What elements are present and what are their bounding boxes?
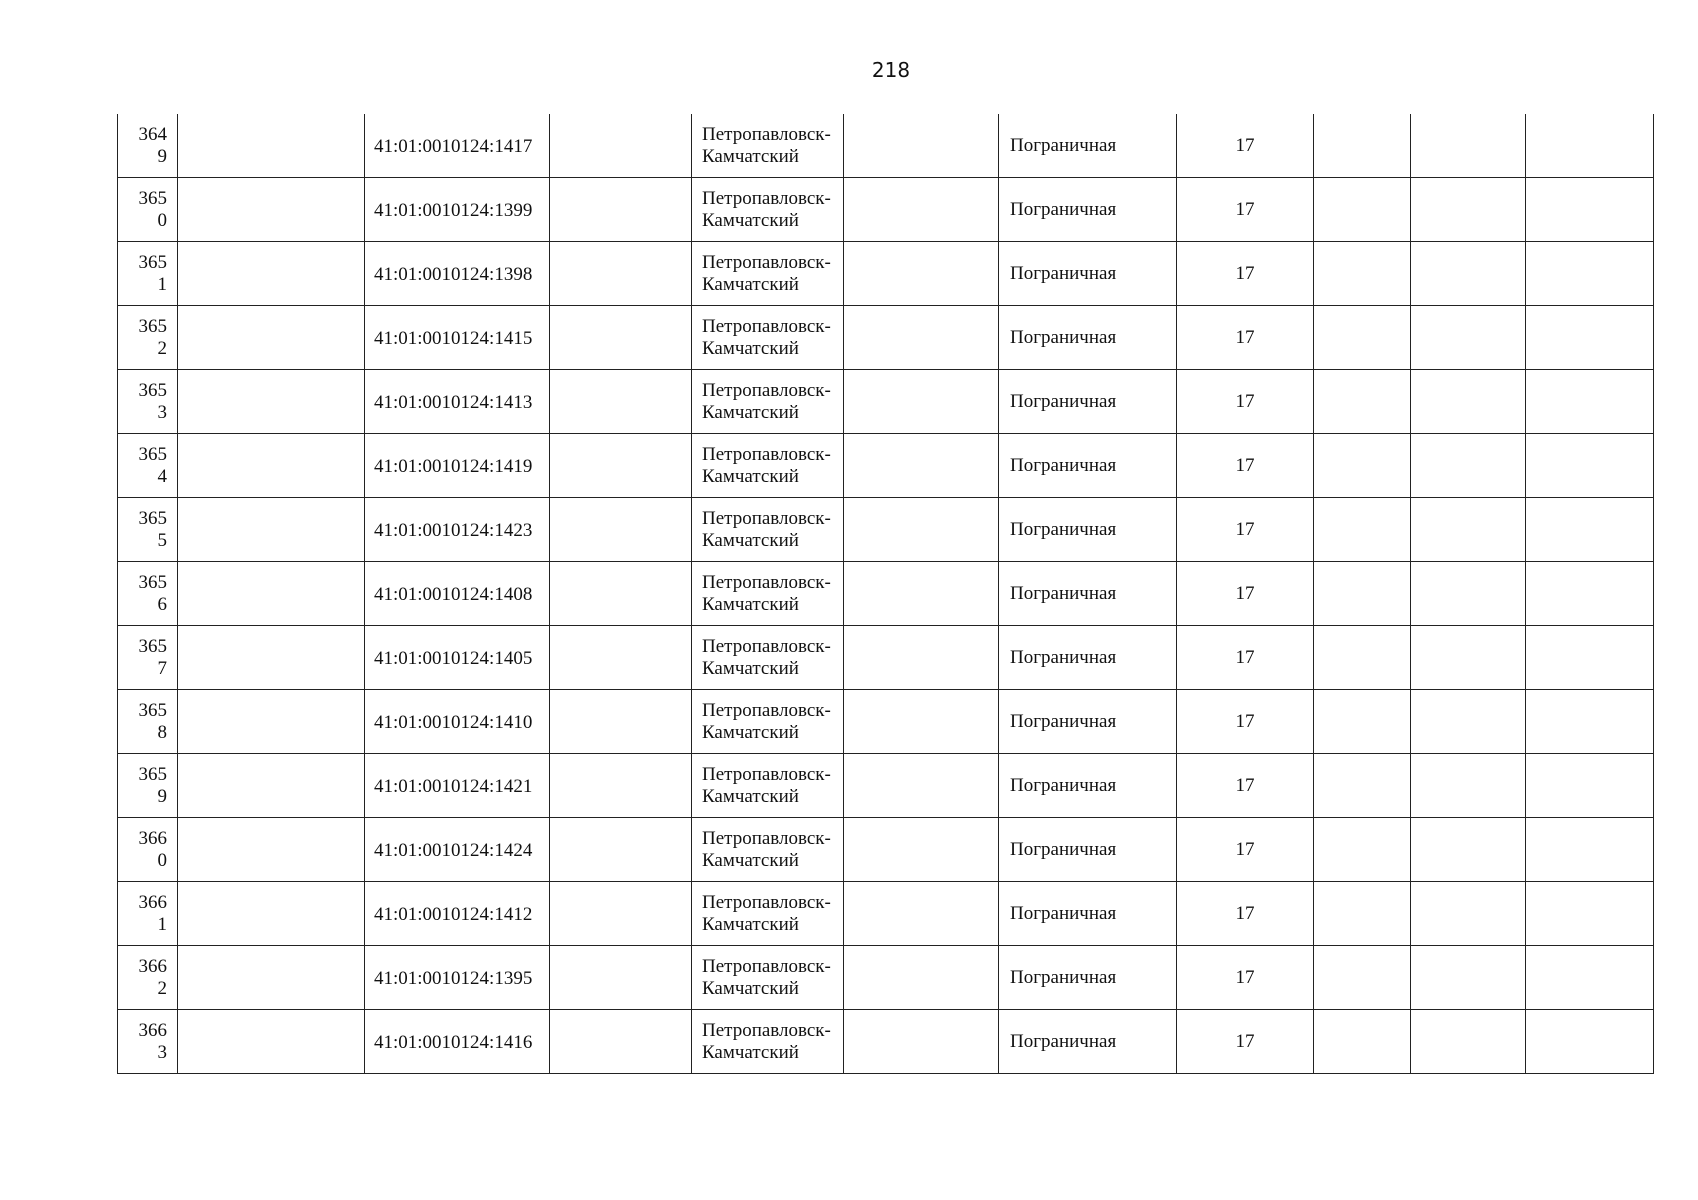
street-name: Пограничная: [1010, 198, 1117, 220]
empty-cell: [844, 690, 999, 754]
empty-cell: [178, 498, 365, 562]
street-cell: [999, 242, 1177, 306]
cadastral-number: 41:01:0010124:1399: [374, 199, 533, 221]
street-name: Пограничная: [1010, 390, 1117, 412]
street-cell: [999, 434, 1177, 498]
empty-cell: [1314, 626, 1411, 690]
cadastral-number-cell: [365, 306, 550, 370]
house-number: 17: [1235, 134, 1255, 156]
empty-cell: [1314, 1010, 1411, 1074]
empty-cell: [1411, 370, 1526, 434]
empty-cell: [1526, 754, 1654, 818]
empty-cell: [1411, 882, 1526, 946]
empty-cell: [1314, 946, 1411, 1010]
cadastral-number-cell: [365, 434, 550, 498]
row-number-cell: [118, 946, 178, 1010]
street-cell: [999, 882, 1177, 946]
city-name: Петропавловск-Камчатский: [702, 315, 831, 359]
empty-cell: [550, 242, 692, 306]
cadastral-number-cell: [365, 178, 550, 242]
row-number-cell: [118, 1010, 178, 1074]
empty-cell: [178, 434, 365, 498]
empty-cell: [178, 818, 365, 882]
empty-cell: [1526, 946, 1654, 1010]
table-row: [118, 434, 1654, 498]
street-cell: [999, 754, 1177, 818]
house-cell: [1177, 306, 1314, 370]
empty-cell: [1526, 882, 1654, 946]
empty-cell: [1314, 306, 1411, 370]
row-number: 3651: [138, 251, 167, 295]
empty-cell: [844, 306, 999, 370]
empty-cell: [1526, 306, 1654, 370]
empty-cell: [844, 498, 999, 562]
street-cell: [999, 562, 1177, 626]
street-name: Пограничная: [1010, 454, 1117, 476]
house-number: 17: [1235, 262, 1255, 284]
house-number: 17: [1235, 710, 1255, 732]
cadastral-number: 41:01:0010124:1417: [374, 135, 533, 157]
row-number: 3654: [138, 443, 167, 487]
registry-table: [117, 114, 1654, 1074]
street-name: Пограничная: [1010, 774, 1117, 796]
empty-cell: [1314, 754, 1411, 818]
empty-cell: [550, 562, 692, 626]
row-number: 3656: [138, 571, 167, 615]
city-name: Петропавловск-Камчатский: [702, 123, 831, 167]
empty-cell: [550, 434, 692, 498]
table-row: [118, 754, 1654, 818]
street-name: Пограничная: [1010, 582, 1117, 604]
cadastral-number-cell: [365, 1010, 550, 1074]
row-number: 3652: [138, 315, 167, 359]
empty-cell: [1314, 434, 1411, 498]
empty-cell: [1314, 690, 1411, 754]
city-cell: [692, 178, 844, 242]
house-number: 17: [1235, 902, 1255, 924]
empty-cell: [550, 882, 692, 946]
city-name: Петропавловск-Камчатский: [702, 827, 831, 871]
row-number: 3653: [138, 379, 167, 423]
street-name: Пограничная: [1010, 134, 1117, 156]
house-number: 17: [1235, 966, 1255, 988]
cadastral-number-cell: [365, 114, 550, 178]
city-cell: [692, 818, 844, 882]
cadastral-number: 41:01:0010124:1395: [374, 967, 533, 989]
empty-cell: [1411, 690, 1526, 754]
row-number-cell: [118, 242, 178, 306]
empty-cell: [178, 690, 365, 754]
empty-cell: [844, 434, 999, 498]
row-number-cell: [118, 306, 178, 370]
row-number: 3655: [138, 507, 167, 551]
house-number: 17: [1235, 838, 1255, 860]
city-name: Петропавловск-Камчатский: [702, 1019, 831, 1063]
table-row: [118, 498, 1654, 562]
row-number-cell: [118, 370, 178, 434]
empty-cell: [550, 626, 692, 690]
city-cell: [692, 1010, 844, 1074]
city-name: Петропавловск-Камчатский: [702, 443, 831, 487]
house-number: 17: [1235, 518, 1255, 540]
table-row: [118, 242, 1654, 306]
empty-cell: [1411, 1010, 1526, 1074]
street-cell: [999, 690, 1177, 754]
house-cell: [1177, 1010, 1314, 1074]
table-row: [118, 1010, 1654, 1074]
cadastral-number-cell: [365, 370, 550, 434]
empty-cell: [1411, 818, 1526, 882]
city-cell: [692, 370, 844, 434]
row-number: 3658: [138, 699, 167, 743]
cadastral-number: 41:01:0010124:1421: [374, 775, 533, 797]
city-name: Петропавловск-Камчатский: [702, 187, 831, 231]
house-number: 17: [1235, 774, 1255, 796]
city-cell: [692, 306, 844, 370]
house-number: 17: [1235, 198, 1255, 220]
street-cell: [999, 178, 1177, 242]
empty-cell: [178, 562, 365, 626]
empty-cell: [1314, 114, 1411, 178]
row-number: 3659: [138, 763, 167, 807]
street-name: Пограничная: [1010, 518, 1117, 540]
empty-cell: [1411, 114, 1526, 178]
table-row: [118, 882, 1654, 946]
city-cell: [692, 754, 844, 818]
house-cell: [1177, 370, 1314, 434]
empty-cell: [178, 626, 365, 690]
city-cell: [692, 562, 844, 626]
empty-cell: [178, 882, 365, 946]
house-cell: [1177, 562, 1314, 626]
empty-cell: [550, 818, 692, 882]
house-cell: [1177, 114, 1314, 178]
empty-cell: [178, 242, 365, 306]
empty-cell: [1411, 562, 1526, 626]
empty-cell: [844, 1010, 999, 1074]
empty-cell: [1526, 370, 1654, 434]
table-row: [118, 818, 1654, 882]
empty-cell: [1526, 114, 1654, 178]
city-name: Петропавловск-Камчатский: [702, 763, 831, 807]
house-cell: [1177, 434, 1314, 498]
empty-cell: [550, 754, 692, 818]
empty-cell: [178, 946, 365, 1010]
house-cell: [1177, 498, 1314, 562]
city-cell: [692, 498, 844, 562]
cadastral-number: 41:01:0010124:1412: [374, 903, 533, 925]
street-name: Пограничная: [1010, 646, 1117, 668]
cadastral-number: 41:01:0010124:1424: [374, 839, 533, 861]
house-cell: [1177, 818, 1314, 882]
street-cell: [999, 626, 1177, 690]
empty-cell: [1314, 242, 1411, 306]
street-name: Пограничная: [1010, 966, 1117, 988]
cadastral-number-cell: [365, 754, 550, 818]
empty-cell: [1411, 946, 1526, 1010]
empty-cell: [1411, 626, 1526, 690]
table-row: [118, 178, 1654, 242]
row-number-cell: [118, 626, 178, 690]
row-number-cell: [118, 498, 178, 562]
empty-cell: [1526, 626, 1654, 690]
empty-cell: [844, 754, 999, 818]
house-number: 17: [1235, 390, 1255, 412]
house-number: 17: [1235, 582, 1255, 604]
city-cell: [692, 434, 844, 498]
cadastral-number-cell: [365, 882, 550, 946]
row-number-cell: [118, 818, 178, 882]
cadastral-number-cell: [365, 946, 550, 1010]
city-cell: [692, 882, 844, 946]
row-number: 3663: [138, 1019, 167, 1063]
empty-cell: [178, 114, 365, 178]
empty-cell: [1526, 690, 1654, 754]
empty-cell: [1314, 498, 1411, 562]
table-row: [118, 626, 1654, 690]
house-cell: [1177, 946, 1314, 1010]
row-number: 3649: [138, 123, 167, 167]
cadastral-number: 41:01:0010124:1410: [374, 711, 533, 733]
cadastral-number: 41:01:0010124:1413: [374, 391, 533, 413]
table-row: [118, 114, 1654, 178]
city-name: Петропавловск-Камчатский: [702, 891, 831, 935]
house-cell: [1177, 754, 1314, 818]
page-number: 218: [871, 58, 911, 82]
street-name: Пограничная: [1010, 326, 1117, 348]
street-name: Пограничная: [1010, 262, 1117, 284]
empty-cell: [1526, 242, 1654, 306]
empty-cell: [844, 818, 999, 882]
empty-cell: [1411, 434, 1526, 498]
cadastral-number: 41:01:0010124:1419: [374, 455, 533, 477]
city-cell: [692, 242, 844, 306]
empty-cell: [1314, 882, 1411, 946]
empty-cell: [550, 114, 692, 178]
row-number-cell: [118, 562, 178, 626]
street-cell: [999, 498, 1177, 562]
city-cell: [692, 690, 844, 754]
empty-cell: [550, 370, 692, 434]
empty-cell: [550, 1010, 692, 1074]
empty-cell: [1314, 818, 1411, 882]
house-number: 17: [1235, 326, 1255, 348]
street-name: Пограничная: [1010, 1030, 1117, 1052]
row-number-cell: [118, 178, 178, 242]
empty-cell: [1314, 178, 1411, 242]
city-cell: [692, 114, 844, 178]
city-name: Петропавловск-Камчатский: [702, 571, 831, 615]
house-cell: [1177, 626, 1314, 690]
empty-cell: [1526, 562, 1654, 626]
street-cell: [999, 306, 1177, 370]
empty-cell: [1526, 498, 1654, 562]
street-name: Пограничная: [1010, 710, 1117, 732]
city-cell: [692, 946, 844, 1010]
row-number-cell: [118, 882, 178, 946]
row-number-cell: [118, 754, 178, 818]
empty-cell: [844, 562, 999, 626]
row-number: 3662: [138, 955, 167, 999]
city-name: Петропавловск-Камчатский: [702, 635, 831, 679]
cadastral-number-cell: [365, 562, 550, 626]
empty-cell: [178, 306, 365, 370]
empty-cell: [1411, 178, 1526, 242]
empty-cell: [1526, 178, 1654, 242]
empty-cell: [844, 882, 999, 946]
cadastral-number-cell: [365, 498, 550, 562]
cadastral-number-cell: [365, 626, 550, 690]
empty-cell: [1411, 754, 1526, 818]
table-row: [118, 562, 1654, 626]
cadastral-number: 41:01:0010124:1416: [374, 1031, 533, 1053]
empty-cell: [178, 370, 365, 434]
cadastral-number: 41:01:0010124:1398: [374, 263, 533, 285]
empty-cell: [178, 754, 365, 818]
empty-cell: [1411, 498, 1526, 562]
empty-cell: [844, 946, 999, 1010]
empty-cell: [550, 306, 692, 370]
cadastral-number: 41:01:0010124:1405: [374, 647, 533, 669]
empty-cell: [550, 178, 692, 242]
empty-cell: [844, 626, 999, 690]
table-row: [118, 306, 1654, 370]
empty-cell: [178, 1010, 365, 1074]
house-number: 17: [1235, 646, 1255, 668]
street-name: Пограничная: [1010, 902, 1117, 924]
house-number: 17: [1235, 454, 1255, 476]
table-row: [118, 946, 1654, 1010]
row-number: 3661: [138, 891, 167, 935]
empty-cell: [1314, 370, 1411, 434]
city-name: Петропавловск-Камчатский: [702, 251, 831, 295]
street-cell: [999, 818, 1177, 882]
house-cell: [1177, 178, 1314, 242]
table-body: [118, 114, 1654, 1074]
house-number: 17: [1235, 1030, 1255, 1052]
street-cell: [999, 370, 1177, 434]
row-number-cell: [118, 690, 178, 754]
empty-cell: [1526, 1010, 1654, 1074]
empty-cell: [844, 114, 999, 178]
empty-cell: [550, 498, 692, 562]
city-cell: [692, 626, 844, 690]
empty-cell: [844, 178, 999, 242]
empty-cell: [550, 946, 692, 1010]
city-name: Петропавловск-Камчатский: [702, 379, 831, 423]
street-cell: [999, 114, 1177, 178]
cadastral-number: 41:01:0010124:1415: [374, 327, 533, 349]
row-number: 3657: [138, 635, 167, 679]
table-row: [118, 690, 1654, 754]
cadastral-number-cell: [365, 690, 550, 754]
house-cell: [1177, 690, 1314, 754]
city-name: Петропавловск-Камчатский: [702, 955, 831, 999]
city-name: Петропавловск-Камчатский: [702, 507, 831, 551]
cadastral-number: 41:01:0010124:1423: [374, 519, 533, 541]
cadastral-number-cell: [365, 242, 550, 306]
house-cell: [1177, 242, 1314, 306]
street-cell: [999, 1010, 1177, 1074]
row-number: 3650: [138, 187, 167, 231]
empty-cell: [550, 690, 692, 754]
row-number-cell: [118, 114, 178, 178]
empty-cell: [1411, 242, 1526, 306]
empty-cell: [178, 178, 365, 242]
empty-cell: [1526, 818, 1654, 882]
street-name: Пограничная: [1010, 838, 1117, 860]
empty-cell: [844, 370, 999, 434]
empty-cell: [844, 242, 999, 306]
table-row: [118, 370, 1654, 434]
row-number: 3660: [138, 827, 167, 871]
row-number-cell: [118, 434, 178, 498]
empty-cell: [1411, 306, 1526, 370]
empty-cell: [1526, 434, 1654, 498]
cadastral-number: 41:01:0010124:1408: [374, 583, 533, 605]
cadastral-number-cell: [365, 818, 550, 882]
city-name: Петропавловск-Камчатский: [702, 699, 831, 743]
house-cell: [1177, 882, 1314, 946]
street-cell: [999, 946, 1177, 1010]
empty-cell: [1314, 562, 1411, 626]
